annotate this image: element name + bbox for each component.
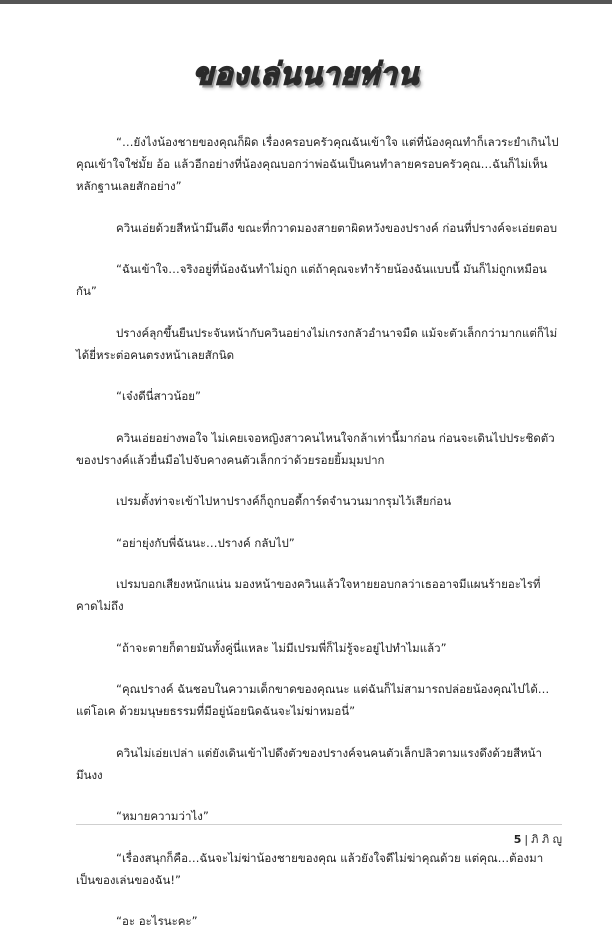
paragraph-7: เปรมตั้งท่าจะเข้าไปหาปรางค์ก็ถูกบอดี้การ์ดจำนวนมากรุมไว้เสียก่อน [116, 494, 452, 508]
page-footer [76, 830, 562, 848]
title-banner [0, 52, 612, 102]
paragraph-13: “หมายความว่าไง” [116, 809, 209, 823]
paragraph-14: “เรื่องสนุกก็คือ…ฉันจะไม่ฆ่าน้องชายของคุณ แล้วยังใจดีไม่ฆ่าคุณด้วย แต่คุณ…ต้องมาเป็นของเล่นของฉัน!” [76, 850, 544, 887]
top-border [0, 0, 612, 4]
footer-separator: | [524, 833, 529, 846]
footer-divider [76, 824, 562, 825]
document-body [76, 131, 562, 952]
paragraph-4: ปรางค์ลุกขึ้นยืนประจันหน้ากับควินอย่างไม่เกรงกลัวอำนาจมืด แม้จะตัวเล็กกว่ามากแต่ก็ไม่ได้ยี่หระต่อคนตรงหน้าเลยสักนิด [76, 325, 558, 362]
paragraph-10: “ถ้าจะตายก็ตายมันทั้งคู่นี่แหละ ไม่มีเปรมพี่ก็ไม่รู้จะอยู่ไปทำไมแล้ว” [116, 640, 447, 655]
paragraph-9: เปรมบอกเสียงหนักแน่น มองหน้าของควินแล้วใจหายยอบกลว่าเธออาจมีแผนร้ายอะไรที่คาดไม่ถึง [76, 577, 541, 613]
paragraph-12: ควินไม่เอ่ยเปล่า แต่ยังเดินเข้าไปดึงตัวของปรางค์จนคนตัวเล็กปลิวตามแรงดึงด้วยสีหน้ามึนงง [76, 745, 543, 782]
author-name: ภิ ภิ ญู [531, 833, 562, 846]
page-title: ของเล่นนายท่าน [192, 57, 420, 92]
paragraph-1: “…ยังไงน้องชายของคุณก็ผิด เรื่องครอบครัวคุณฉันเข้าใจ แต่ที่น้องคุณทำก็เลวระยำเกินไป คุณเข้าใจใช่มั้ย อ้อ แล้วอีกอย่างที่น้องคุณบอกว่าพ่อฉันเป็นคนทำลายครอบครัวคุณ…ฉันก็ไม่เห็นหลักฐานเลยสักอย่าง” [76, 135, 559, 193]
paragraph-11: “คุณปรางค์ ฉันชอบในความเด็กขาดของคุณนะ แต่ฉันก็ไม่สามารถปล่อยน้องคุณไปได้…แต่โอเค ด้วยมนุษยธรรมที่มีอยู่น้อยนิดฉันจะไม่ฆ่าหมอนี่” [76, 682, 550, 718]
paragraph-8: “อย่ายุ่งกับพี่ฉันนะ…ปรางค์ กลับไป” [116, 535, 295, 550]
paragraph-2: ควินเอ่ยด้วยสีหน้ามึนตึง ขณะที่กวาดมองสายตาผิดหวังของปรางค์ ก่อนที่ปรางค์จะเอ่ยตอบ [116, 220, 558, 235]
page-number: 5 [513, 833, 522, 846]
paragraph-5: “เจ๋งดีนี่สาวน้อย” [116, 389, 201, 403]
paragraph-15: “อะ อะไรนะคะ” [116, 914, 198, 928]
paragraph-6: ควินเอ่ยอย่างพอใจ ไม่เคยเจอหญิงสาวคนไหนใจกล้าเท่านี้มาก่อน ก่อนจะเดินไปประชิดตัวของปรางค์แล้วยื่นมือไปจับคางคนตัวเล็กกว่าด้วยรอยยิ้มมุมปาก [76, 430, 555, 467]
paragraph-3: “ฉันเข้าใจ…จริงอยู่ที่น้องฉันทำไม่ถูก แต่ถ้าคุณจะทำร้ายน้องฉันแบบนี้ มันก็ไม่ถูกเหมือนกัน” [76, 262, 547, 298]
